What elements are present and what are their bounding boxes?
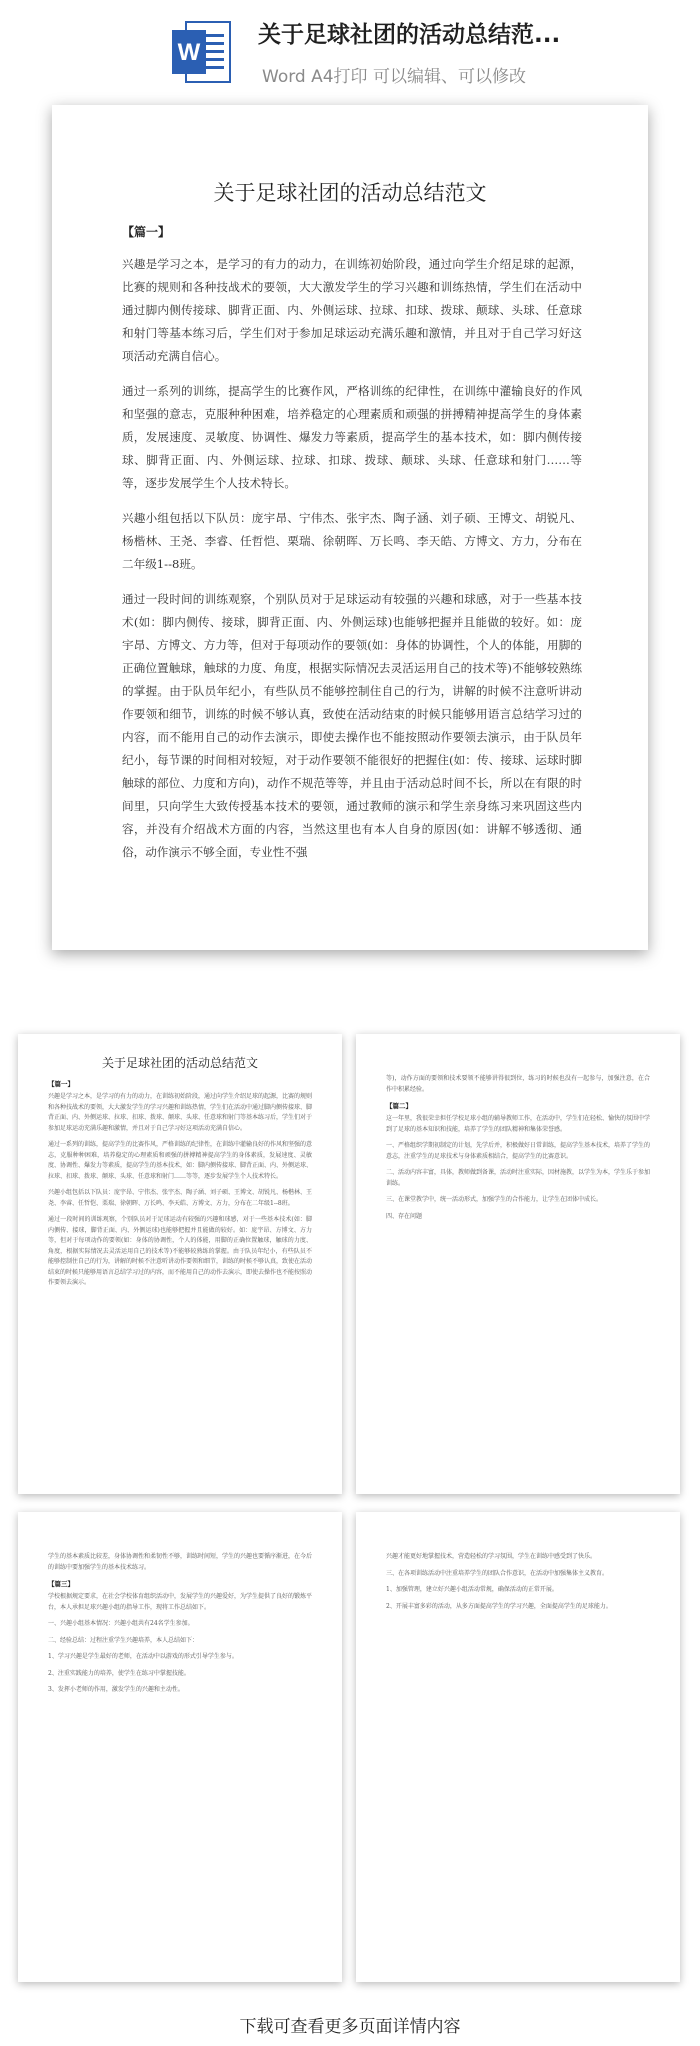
- header: [0, 0, 700, 92]
- thumbnail-title: 关于足球社团的活动总结范文: [101, 1056, 258, 1070]
- paragraph: 一、严格组织学期初制定的计划，先学后并，积极做好日常训练，提高学生基本技术，培养了学生的意志，注重学生的足球技术与身体素质相结合，提高学生的比赛意识。: [386, 1142, 651, 1160]
- section-heading: 【篇三】: [48, 1580, 74, 1588]
- page-body: [122, 253, 582, 876]
- download-more-link[interactable]: 下载可查看更多页面详情内容: [239, 2017, 461, 2037]
- paragraph: 学生的基本素质比较差，身体协调性和柔韧性不够，训练时间短，学生的兴趣也要循序渐进，在今后的训练中要加强学生的基本技术练习。: [48, 1553, 313, 1571]
- thumbnail-body: [386, 1114, 650, 1222]
- paragraph: 1、学习兴趣是学生最好的老师，在活动中以游戏的形式引导学生参与。: [48, 1653, 238, 1660]
- paragraph: 通过一段时间的训练观察，个别队员对于足球运动有较强的兴趣和球感，对于一些基本技术(如：脚内侧传、接球，脚背正面、内、外侧运球)也能够把握并且能做的较好。如：庞宇昂、方博文、方力等，但对于每项动作的要领(如：身体的协调性，个人的体能，用脚的正确位置触球，触球的力度、角度，根据实际情况去灵活运用自己的技术等)不能够较熟练的掌握。由于队员年纪小，有些队员不能够控制住自己的行为，讲解的时候不注意听讲动作要领和细节，训练的时候不够认真，致使在活动结束的时候只能够用语言总结学习过的内容，而不能用自己的动作去演示，即使去操作也不能按照动作要领去演示，由于队员年纪小，每节课的时间相对较短，对于动作要领不能很好的把握住(如：传、接球、运球时脚触球的部位、力度和方向)，动作不规范等等，并且由于活动总时间不长，所以在有限的时间里，只向学生大致传授基本技术的要领，通过教师的演示和学生亲身练习来巩固这些内容，并没有介绍战术方面的内容，当然这里也有本人自身的原因(如：讲解不够透彻、通俗，动作演示不够全面，专业性不强: [122, 592, 582, 859]
- paragraph: 2、注重实践能力的培养，使学生在练习中掌握技能。: [48, 1669, 190, 1677]
- paragraph: 兴趣小组包括以下队员：庞宇昂、宁伟杰、张宇杰、陶子涵、刘子硕、王博文、胡锐凡、杨楷林、王尧、李睿、任哲恺、栗瑞、徐朝晖、万长鸣、李天皓、方博文、方力，分布在二年级1--8班。: [122, 511, 582, 571]
- paragraph: 通过一系列的训练，提高学生的比赛作风，严格训练的纪律性，在训练中灌输良好的作风和坚强的意志，克服种种困难，培养稳定的心理素质和顽强的拼搏精神提高学生的身体素质，发展速度、灵敏度、协调性、爆发力等素质，提高学生的基本技术，如：脚内侧传接球、脚背正面、内、外侧运球、拉球、扣球、拨球、颠球、头球、任意球和射门……等等，逐步发展学生个人技术特长。: [48, 1141, 313, 1180]
- thumbnail-page-2[interactable]: [356, 1034, 680, 1494]
- paragraph: 这一年里，我很荣幸担任学校足球小组的辅导教师工作，在活动中，学生们在轻松、愉快的氛围中学到了足球的基本知识和技能，培养了学生的团队精神和集体荣誉感。: [386, 1115, 651, 1133]
- paragraph: 一、兴趣小组基本情况：兴趣小组共有24名学生参加。: [48, 1620, 194, 1627]
- paragraph: 二、经验总结：过程注重学生兴趣培养，本人总结如下：: [48, 1636, 199, 1644]
- paragraph: 学校根据规定要求，在社会学校体育组织活动中，发展学生的兴趣爱好，为学生提供了良好的锻炼平台，本人承担足球兴趣小组的指导工作，现将工作总结如下。: [48, 1593, 313, 1611]
- page-title: 关于足球社团的活动总结范文: [213, 181, 487, 205]
- paragraph: 通过一系列的训练，提高学生的比赛作风，严格训练的纪律性，在训练中灌输良好的作风和坚强的意志，克服种种困难，培养稳定的心理素质和顽强的拼搏精神提高学生的身体素质，发展速度、灵敏度、协调性、爆发力等素质，提高学生的基本技术，如：脚内侧传接球、脚背正面、内、外侧运球、拉球、扣球、拨球、颠球、头球、任意球和射门……等等，逐步发展学生个人技术特长。: [122, 384, 582, 490]
- thumbnail-page-4[interactable]: [356, 1512, 680, 1982]
- thumbnail-body: [48, 1592, 312, 1696]
- section-heading: 【篇一】: [48, 1080, 74, 1088]
- word-document-icon: [172, 20, 232, 84]
- section-heading: 【篇一】: [122, 225, 171, 239]
- paragraph: 等)，动作方面的要领和技术要领不能够讲得很到位，练习的时候也没有一起参与，加强注意，在合作中积累经验。: [386, 1075, 650, 1093]
- document-title: 关于足球社团的活动总结范...: [258, 22, 561, 48]
- paragraph: 二、活动内容丰富，具体，教师做到备课，活动时注重实际，因材施教，以学生为本，学生乐于参加训练。: [386, 1169, 651, 1187]
- main-page-preview[interactable]: [52, 105, 648, 950]
- paragraph: 3、发挥小老师的作用，激发学生的兴趣和主动性。: [48, 1686, 184, 1693]
- paragraph: 通过一段时间的训练观察，个别队员对于足球运动有较强的兴趣和球感，对于一些基本技术(如：脚内侧传、接球，脚背正面、内、外侧运球)也能够把握并且能做的较好。如：庞宇昂、方博文、方力等，但对于每项动作的要领(如：身体的协调性，个人的体能，用脚的正确位置触球，触球的力度、角度，根据实际情况去灵活运用自己的技术等)不能够较熟练的掌握。由于队员年纪小，有些队员不能够控制住自己的行为，讲解的时候不注意听讲动作要领和细节，训练的时候不够认真，致使在活动结束的时候只能够用语言总结学习过的内容，而不能用自己的动作去演示，即使去操作也不能按照动作要领去演示。: [48, 1216, 313, 1286]
- thumbnail-body: [386, 1552, 650, 1612]
- paragraph: 兴趣是学习之本，是学习的有力的动力，在训练初始阶段，通过向学生介绍足球的起源，比赛的规则和各种技战术的要领，大大激发学生的学习兴趣和训练热情，学生们在活动中通过脚内侧传接球、脚背正面、内、外侧运球、拉球、扣球、拨球、颠球、头球、任意球和射门等基本练习后，学生们对于参加足球运动充满乐趣和激情，并且对于自己学习好这项活动充满自信心。: [48, 1093, 313, 1132]
- thumbnail-body: [48, 1092, 312, 1289]
- paragraph: 2、开展丰富多彩的活动，从多方面提高学生的学习兴趣，全面提高学生的足球能力。: [386, 1602, 612, 1610]
- document-subtitle: Word A4打印 可以编辑、可以修改: [262, 67, 526, 87]
- paragraph: 兴趣小组包括以下队员：庞宇昂、宁伟杰、张宇杰、陶子涵、刘子硕、王博文、胡锐凡、杨楷林、王尧、李睿、任哲恺、栗瑞、徐朝晖、万长鸣、李天皓、方博文、方力，分布在二年级1--8班。: [48, 1189, 313, 1207]
- section-heading: 【篇二】: [386, 1102, 412, 1110]
- thumbnail-page-1[interactable]: [18, 1034, 342, 1494]
- thumbnail-page-3[interactable]: [18, 1512, 342, 1982]
- paragraph: 三、在各项训练活动中注重培养学生的团队合作意识，在活动中加强集体主义教育。: [386, 1569, 609, 1577]
- paragraph: 兴趣才能更好地掌握技术，营造轻松的学习氛围，学生在训练中感受到了快乐。: [386, 1553, 597, 1560]
- paragraph: 兴趣是学习之本，是学习的有力的动力，在训练初始阶段，通过向学生介绍足球的起源，比赛的规则和各种技战术的要领，大大激发学生的学习兴趣和训练热情，学生们在活动中通过脚内侧传接球、脚背正面、内、外侧运球、拉球、扣球、拨球、颠球、头球、任意球和射门等基本练习后，学生们对于参加足球运动充满乐趣和激情，并且对于自己学习好这项活动充满自信心。: [122, 257, 582, 363]
- thumbnail-body: [48, 1552, 312, 1573]
- paragraph: 四、存在问题: [386, 1212, 423, 1220]
- thumbnail-body: [386, 1074, 650, 1095]
- paragraph: 1、加强管理，建立好兴趣小组活动常规，确保活动的正常开展。: [386, 1586, 558, 1593]
- svg-text:W: W: [177, 39, 201, 66]
- paragraph: 三、在课堂教学中，统一活动形式，加强学生的合作能力，让学生在团体中成长。: [386, 1196, 603, 1203]
